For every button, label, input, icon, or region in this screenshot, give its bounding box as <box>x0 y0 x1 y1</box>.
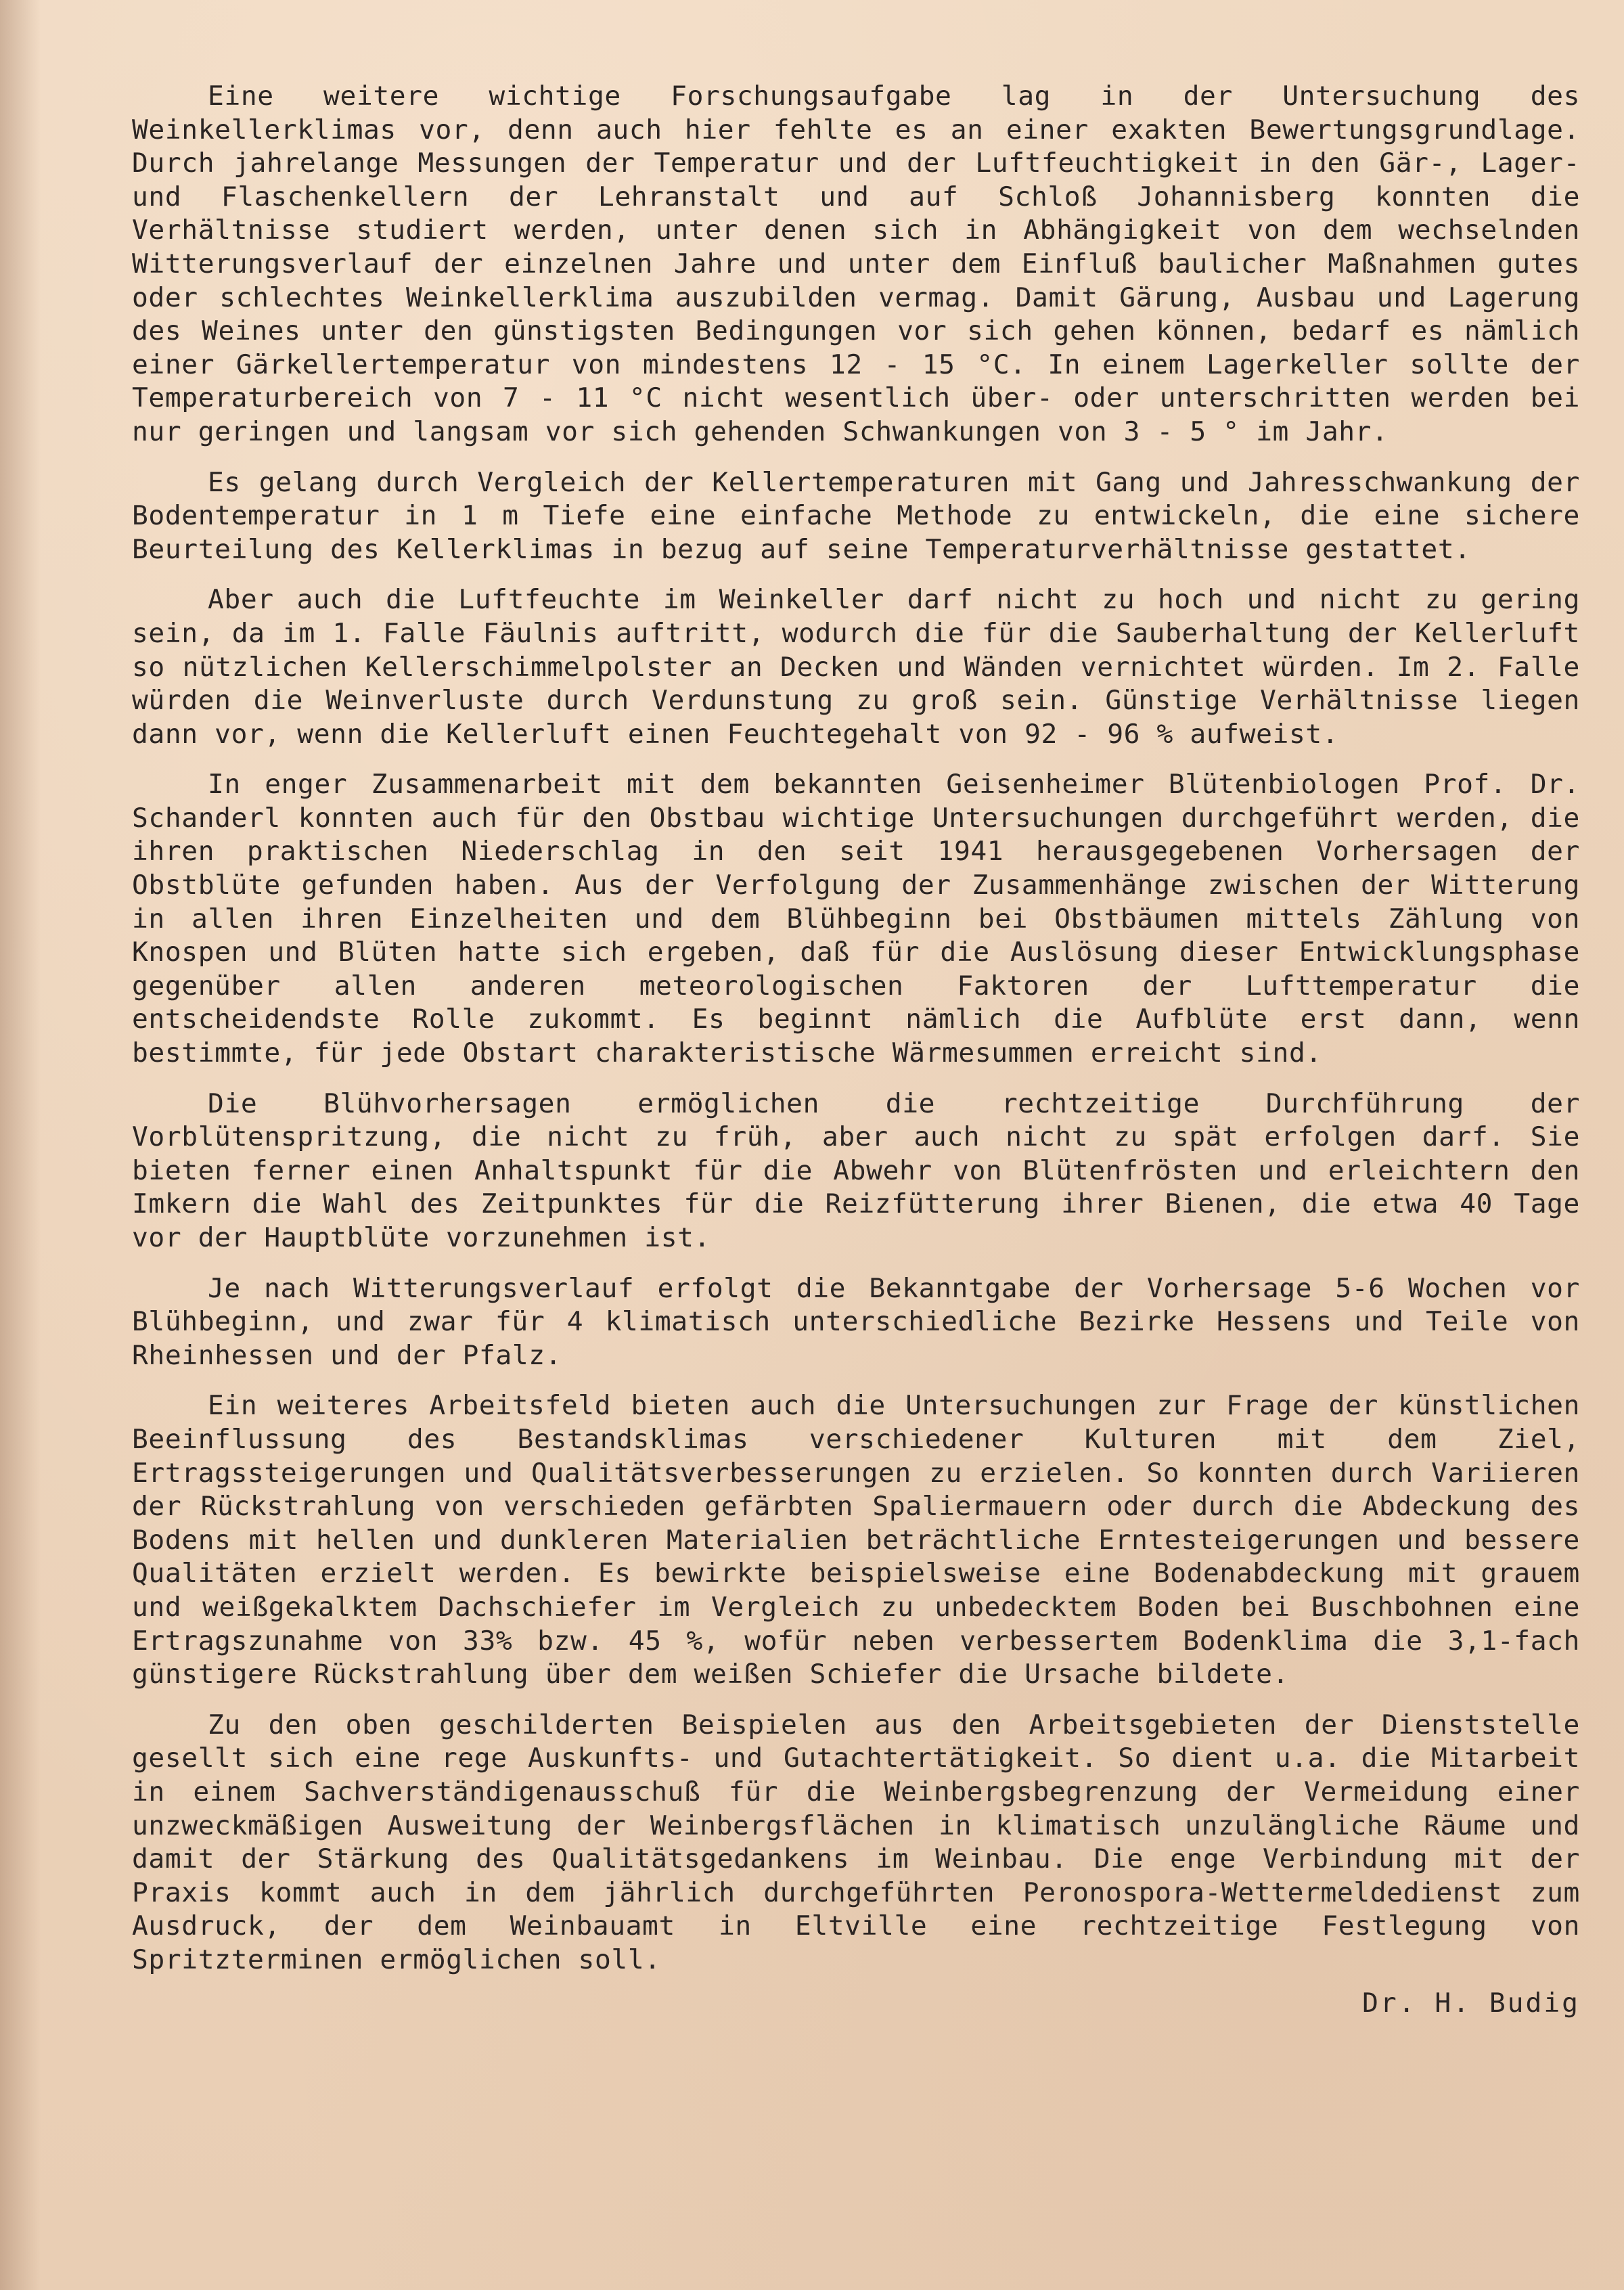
paragraph-bodentemperatur: Es gelang durch Vergleich der Kellertemperaturen mit Gang und Jahresschwankung der Bodentemperatur in 1 m Tiefe eine einfache Methode zu entwickeln, die eine sichere Beurteilung des Kellerklimas in bezug auf seine Temperaturverhältnisse gestattet. <box>132 466 1580 565</box>
author-signature: Dr. H. Budig <box>1362 1988 1580 2019</box>
paragraph-weinkellerklima: Eine weitere wichtige Forschungsaufgabe lag in der Untersuchung des Weinkellerklimas vor, denn auch hier fehlte es an einer exakten Bewertungsgrundlage. Durch jahrelange Messungen der Temperatur und der Luftfeuchtigkeit in den Gär-, Lager- und Flaschenkellern der Lehranstalt und auf Schloß Johannisberg konnten die Verhältnisse studiert werden, unter denen sich in Abhängigkeit von dem wechselnden Witterungsverlauf der einzelnen Jahre und unter dem Einfluß baulicher Maßnahmen gutes oder schlechtes Weinkellerklima auszubilden vermag. Damit Gärung, Ausbau und Lagerung des Weines unter den günstigsten Bedingungen vor sich gehen können, bedarf es nämlich einer Gärkellertemperatur von mindestens 12 - 15 °C. In einem Lagerkeller sollte der Temperaturbereich von 7 - 11 °C nicht wesentlich über- oder unterschritten werden bei nur geringen und langsam vor sich gehenden Schwankungen von 3 - 5 ° im Jahr. <box>132 81 1580 447</box>
page-edge-shadow <box>0 0 41 2290</box>
paragraph-bluehvorhersagen: Die Blühvorhersagen ermöglichen die rechtzeitige Durchführung der Vorblütenspritzung, die nicht zu früh, aber auch nicht zu spät erfolgen darf. Sie bieten ferner einen Anhaltspunkt für die Abwehr von Blütenfrösten und erleichtern den Imkern die Wahl des Zeitpunktes für die Reizfütterung ihrer Bienen, die etwa 40 Tage vor der Hauptblüte vorzunehmen ist. <box>132 1087 1580 1253</box>
paragraph-bestandsklima: Ein weiteres Arbeitsfeld bieten auch die Untersuchungen zur Frage der künstlichen Beeinflussung des Bestandsklimas verschiedener Kulturen mit dem Ziel, Ertragssteigerungen und Qualitätsverbesserungen zu erzielen. So konnten durch Variieren der Rückstrahlung von verschieden gefärbten Spaliermauern oder durch die Abdeckung des Bodens mit hellen und dunkleren Materialien beträchtliche Erntesteigerungen und bessere Qualitäten erzielt werden. Es bewirkte beispielsweise eine Bodenabdeckung mit grauem und weißgekalktem Dachschiefer im Vergleich zu unbedecktem Boden bei Buschbohnen eine Ertragszunahme von 33% bzw. 45 %, wofür neben verbessertem Bodenklima die 3,1-fach günstigere Rückstrahlung über dem weißen Schiefer die Ursache bildete. <box>132 1390 1580 1690</box>
paragraph-obstbluete: In enger Zusammenarbeit mit dem bekannten Geisenheimer Blütenbiologen Prof. Dr. Schanderl konnten auch für den Obstbau wichtige Untersuchungen durchgeführt werden, die ihren praktischen Niederschlag in den seit 1941 herausgegebenen Vorhersagen der Obstblüte gefunden haben. Aus der Verfolgung der Zusammenhänge zwischen der Witterung in allen ihren Einzelheiten und dem Blühbeginn bei Obstbäumen mittels Zählung von Knospen und Blüten hatte sich ergeben, daß für die Auslösung dieser Entwicklungsphase gegenüber allen anderen meteorologischen Faktoren der Lufttemperatur die entscheidendste Rolle zukommt. Es beginnt nämlich die Aufblüte erst dann, wenn bestimmte, für jede Obstart charakteristische Wärmesummen erreicht sind. <box>132 769 1580 1069</box>
paragraph-luftfeuchte: Aber auch die Luftfeuchte im Weinkeller darf nicht zu hoch und nicht zu gering sein, da im 1. Falle Fäulnis auftritt, wodurch die für die Sauberhaltung der Kellerluft so nützlichen Kellerschimmelpolster an Decken und Wänden vernichtet würden. Im 2. Falle würden die Weinverluste durch Verdunstung zu groß sein. Günstige Verhältnisse liegen dann vor, wenn die Kellerluft einen Feuchtegehalt von 92 - 96 % aufweist. <box>132 584 1580 750</box>
paragraph-bekanntgabe: Je nach Witterungsverlauf erfolgt die Bekanntgabe der Vorhersage 5-6 Wochen vor Blühbeginn, und zwar für 4 klimatisch unterschiedliche Bezirke Hessens und Teile von Rheinhessen und der Pfalz. <box>132 1272 1580 1371</box>
paragraph-auskunft: Zu den oben geschilderten Beispielen aus den Arbeitsgebieten der Dienststelle gesellt sich eine rege Auskunfts- und Gutachtertätigkeit. So dient u.a. die Mitarbeit in einem Sachverständigenausschuß für die Weinbergsbegrenzung der Vermeidung einer unzweckmäßigen Ausweitung der Weinbergsflächen in klimatisch unzulängliche Räume und damit der Stärkung des Qualitätsgedankens im Weinbau. Die enge Verbindung mit der Praxis kommt auch in dem jährlich durchgeführten Peronospora-Wettermeldedienst zum Ausdruck, der dem Weinbauamt in Eltville eine rechtzeitige Festlegung von Spritzterminen ermöglichen soll. <box>132 1709 1580 1975</box>
typewritten-page <box>132 80 1580 2021</box>
